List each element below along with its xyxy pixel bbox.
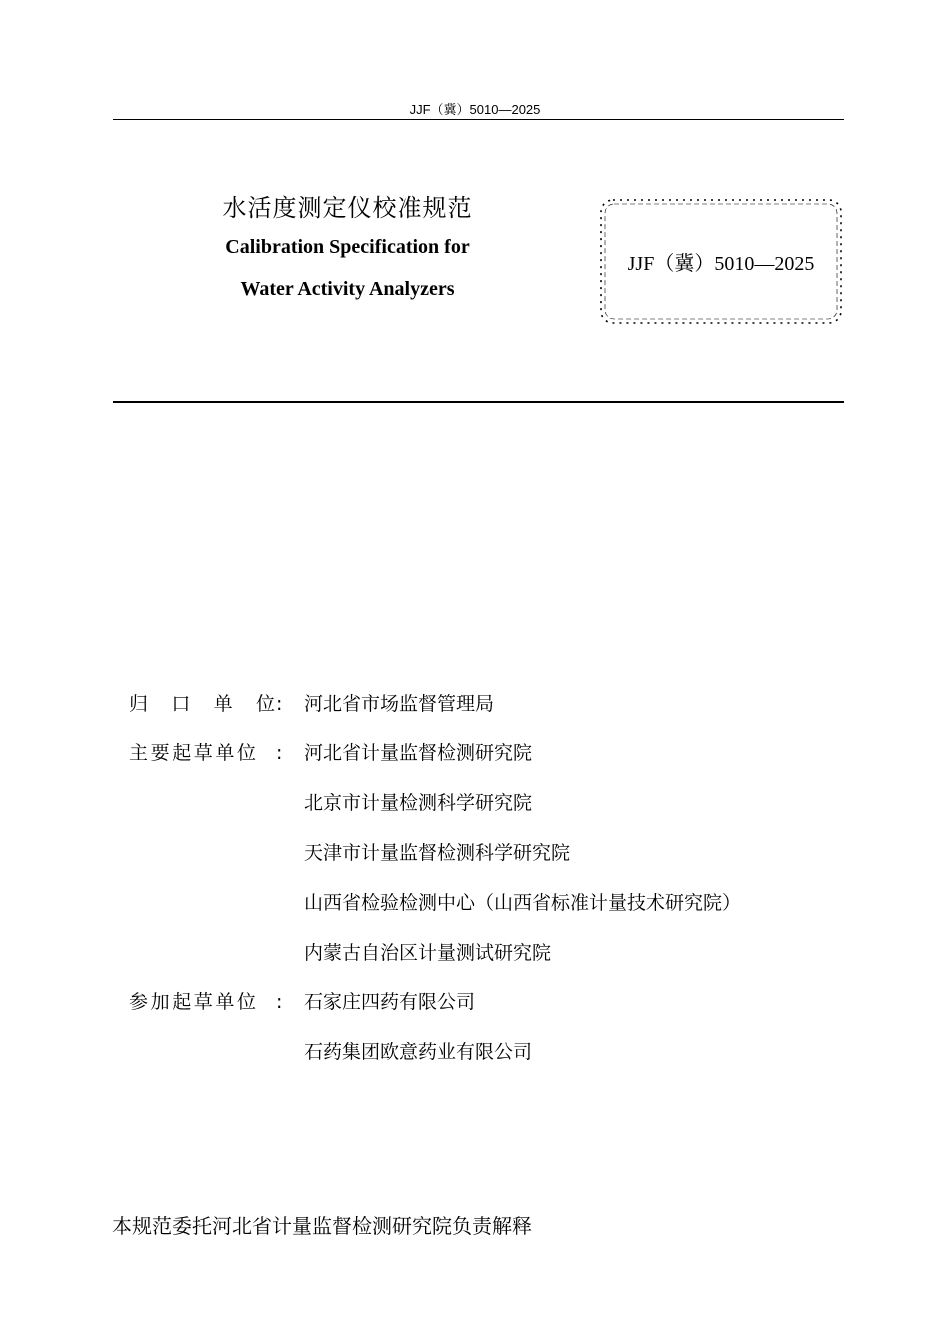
centralized-unit-value: 河北省市场监督管理局 [304, 693, 495, 715]
main-drafting-value: 内蒙古自治区计量测试研究院 [304, 942, 552, 964]
main-drafting-value: 北京市计量检测科学研究院 [304, 792, 533, 814]
main-drafting-value: 天津市计量监督检测科学研究院 [304, 842, 571, 864]
centralized-unit-label: 归 口 单 位 [129, 693, 275, 715]
label-colon: : [276, 693, 283, 715]
label-colon: : [276, 991, 283, 1013]
title-chinese: 水活度测定仪校准规范 [222, 194, 473, 222]
title-block [180, 190, 515, 300]
participating-drafting-value: 石家庄四药有限公司 [304, 991, 476, 1013]
main-drafting-value: 山西省检验检测中心（山西省标准计量技术研究院） [304, 892, 742, 914]
section-rule [113, 401, 844, 403]
header-rule [113, 119, 844, 120]
title-english-line1: Calibration Specification for [225, 236, 470, 258]
main-drafting-label: 主要起草单位 [129, 742, 259, 764]
main-drafting-value: 河北省计量监督检测研究院 [304, 742, 533, 764]
participating-drafting-label: 参加起草单位 [129, 991, 259, 1013]
title-english-line2: Water Activity Analyzers [240, 278, 455, 300]
code-box [598, 197, 844, 326]
interpretation-note: 本规范委托河北省计量监督检测研究院负责解释 [112, 1214, 532, 1238]
label-colon: : [276, 742, 283, 764]
standard-code: JJF（冀）5010—2025 [627, 253, 815, 275]
header-code: JJF（冀）5010—2025 [409, 102, 541, 117]
participating-drafting-value: 石药集团欧意药业有限公司 [304, 1041, 533, 1063]
